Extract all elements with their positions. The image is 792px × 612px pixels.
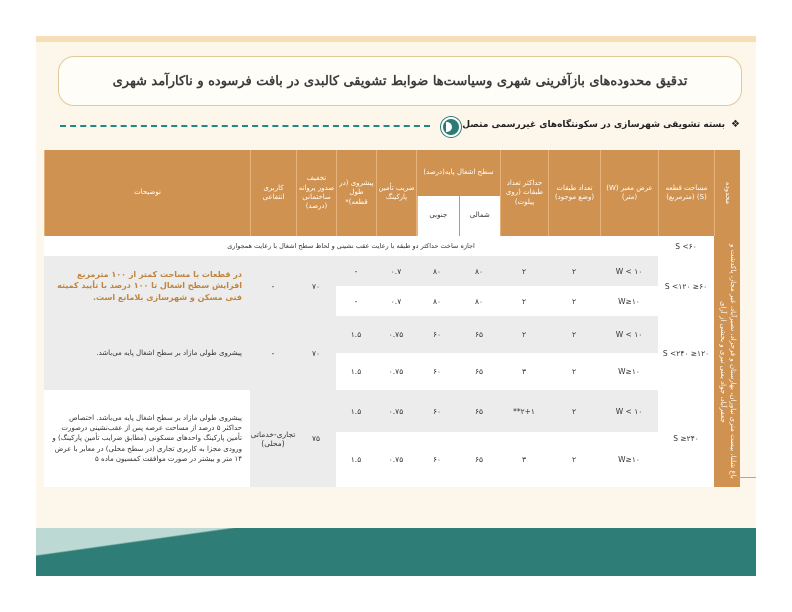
road-width-cell: W≥۱۰	[600, 286, 658, 316]
overhang-cell: ۱.۵	[336, 432, 376, 487]
header-area: محدوده	[714, 150, 740, 236]
max-floors-cell: ۲	[500, 286, 548, 316]
notes-cell: پیشروی طولی مازاد بر سطح اشغال پایه می‌باشد. اختصاص حداکثر ۵ درصد از مساحت عرصه پس از عقب‌نشینی درصورت تأمین پارکینگ واحدهای مسکونی (مطابق ضرایب تأمین پارکینگ) و ورودی مجزا به کاربری تجاری (در سطح محلی) در معابر با عرض ۱۴ متر و بیشتر در صورت موافقت کمسیون ماده ۵	[44, 390, 250, 487]
max-floors-cell: ۲	[500, 256, 548, 286]
plot-size-cell: ۱۲۰≤ S <۲۴۰	[658, 316, 714, 390]
max-floors-cell: ۲	[500, 316, 548, 353]
north-coverage-cell: ۸۰	[458, 286, 500, 316]
header-land-use: کاربری انتفاعی	[250, 150, 296, 236]
diamond-bullet-icon: ❖	[731, 119, 740, 130]
notes-cell: پیشروی طولی مازاد بر سطح اشغال پایه می‌باشد.	[44, 316, 250, 390]
north-coverage-cell: ۶۵	[458, 432, 500, 487]
parking-cell: ۰.۷۵	[376, 353, 416, 390]
existing-floors-cell: ۲	[548, 390, 600, 432]
parking-cell: ۰.۷	[376, 256, 416, 286]
parking-cell: ۰.۷۵	[376, 432, 416, 487]
title-box	[58, 56, 742, 106]
road-width-cell: W < ۱۰	[600, 256, 658, 286]
north-coverage-cell: ۶۵	[458, 316, 500, 353]
header-parking: ضریب تأمین پارکینگ	[376, 150, 416, 236]
notes-cell: در قطعات با مساحت کمتر از ۱۰۰ مترمربع افزایش سطح اشغال تا ۱۰۰ درصد با تأیید کمیته فنی مسکن و شهرسازی بلامانع است.	[44, 256, 250, 316]
parking-cell: ۰.۷۵	[376, 316, 416, 353]
subtitle-text: بسته تشویقی شهرسازی در سکونتگاه‌های غیررسمی متصل	[462, 119, 726, 130]
north-coverage-cell: ۶۵	[458, 390, 500, 432]
road-width-cell: W < ۱۰	[600, 390, 658, 432]
header-notes: توضیحات	[44, 150, 250, 236]
header-permit-discount: تخفیف صدور پروانه ساختمانی (درصد)	[296, 150, 336, 236]
max-floors-cell: ۲+۱**	[500, 390, 548, 432]
road-width-cell: W≥۱۰	[600, 432, 658, 487]
road-width-cell: W≥۱۰	[600, 353, 658, 390]
south-coverage-cell: ۸۰	[416, 286, 458, 316]
parking-cell: ۰.۷۵	[376, 390, 416, 432]
south-coverage-cell: ۶۰	[416, 432, 458, 487]
header-coverage	[416, 150, 500, 236]
bottom-band-highlight	[36, 528, 756, 576]
gold-accent-line	[738, 477, 756, 478]
regulations-table	[44, 150, 740, 497]
road-width-cell: W < ۱۰	[600, 316, 658, 353]
south-coverage-cell: ۶۰	[416, 353, 458, 390]
overhang-cell: ۱.۵	[336, 390, 376, 432]
north-coverage-cell: ۶۵	[458, 353, 500, 390]
section-subtitle	[462, 119, 740, 130]
circle-marker-icon	[441, 117, 461, 137]
south-coverage-cell: ۶۰	[416, 316, 458, 353]
top-accent-bar	[36, 36, 756, 42]
plot-size-cell: S ≥۲۴۰	[658, 390, 714, 487]
permit-discount-cell: ۷۰	[296, 316, 336, 390]
existing-floors-cell: ۲	[548, 256, 600, 286]
rule-note: اجازه ساخت حداکثر دو طبقه با رعایت عقب نشینی و لحاظ سطح اشغال با رعایت همجواری	[44, 236, 658, 256]
existing-floors-cell: ۲	[548, 286, 600, 316]
coverage-label: سطح اشغال پایه(درصد)	[423, 168, 494, 177]
dashed-divider	[60, 125, 430, 127]
south-coverage-cell: ۶۰	[416, 390, 458, 432]
max-floors-cell: ۳	[500, 432, 548, 487]
plot-size-cell: ۶۰≤ S <۱۲۰	[658, 256, 714, 316]
header-existing-floors: تعداد طبقات (وضع موجود)	[548, 150, 600, 236]
rule-plot-size: S <۶۰	[658, 236, 714, 256]
parking-cell: ۰.۷	[376, 286, 416, 316]
overhang-cell: ۱.۵	[336, 353, 376, 390]
land-use-cell: -	[250, 316, 296, 390]
permit-discount-cell: ۷۵	[296, 390, 336, 487]
header-south: جنوبی	[417, 196, 459, 236]
header-max-floors: حداکثر تعداد طبقات (روی پیلوت)	[500, 150, 548, 236]
existing-floors-cell: ۲	[548, 432, 600, 487]
area-side-label: باغ شلنا، بیست متری نیاوران، بهارستان و فرحزاد، نصیرآباد، غیر مجاز، پاکدشت و جعفرآباد، جواد یعنی نیری و بخشی از آرای	[714, 236, 740, 487]
overhang-cell: -	[336, 256, 376, 286]
existing-floors-cell: ۲	[548, 316, 600, 353]
header-overhang: پیشروی (در طول قطعه)*	[336, 150, 376, 236]
land-use-cell: تجاری-خدماتی (محلی)	[250, 390, 296, 487]
overhang-cell: -	[336, 286, 376, 316]
header-north: شمالی	[459, 196, 501, 236]
south-coverage-cell: ۸۰	[416, 256, 458, 286]
land-use-cell: -	[250, 256, 296, 316]
header-road-width: عرض معبر (W) (متر)	[600, 150, 658, 236]
existing-floors-cell: ۲	[548, 353, 600, 390]
max-floors-cell: ۳	[500, 353, 548, 390]
header-plot-size: مساحت قطعه (S) (مترمربع)	[658, 150, 714, 236]
north-coverage-cell: ۸۰	[458, 256, 500, 286]
overhang-cell: ۱.۵	[336, 316, 376, 353]
page-title: تدقیق محدوده‌های بازآفرینی شهری وسیاست‌ها ضوابط تشویقی کالبدی در بافت فرسوده و ناکارآمد شهری	[112, 73, 688, 89]
permit-discount-cell: ۷۰	[296, 256, 336, 316]
